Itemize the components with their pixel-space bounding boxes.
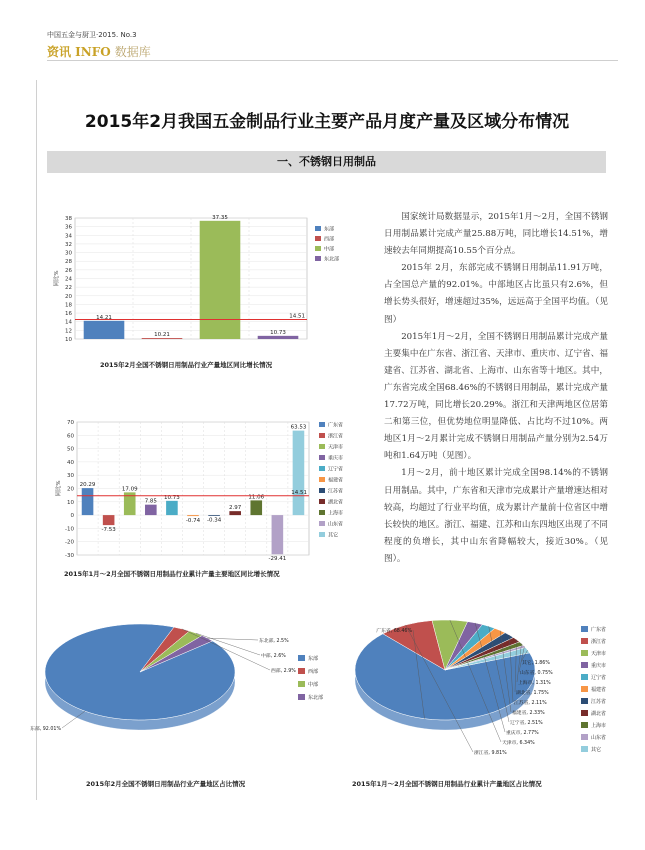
y-tick-label: 24 bbox=[65, 276, 72, 283]
data-label: 10.21 bbox=[154, 332, 170, 339]
margin-rule bbox=[36, 80, 37, 800]
legend-swatch bbox=[581, 650, 588, 656]
slice-label: 西部, 2.9% bbox=[271, 669, 296, 674]
y-tick-label: 12 bbox=[65, 328, 72, 335]
legend-swatch bbox=[581, 662, 588, 668]
legend-swatch bbox=[315, 236, 321, 241]
legend-swatch bbox=[319, 521, 325, 526]
average-line-label: 14.51 bbox=[291, 489, 307, 496]
data-label: 14.21 bbox=[96, 314, 112, 321]
y-axis-label: 同比% bbox=[54, 270, 60, 287]
legend-label: 广东省 bbox=[328, 422, 344, 429]
data-label: 10.73 bbox=[270, 329, 286, 336]
article-body bbox=[384, 209, 608, 568]
data-label: 17.09 bbox=[121, 486, 138, 493]
legend-label: 中部 bbox=[308, 682, 319, 688]
legend-label: 东部 bbox=[324, 226, 335, 233]
data-label: 7.85 bbox=[144, 498, 157, 505]
bar-chart-province-growth bbox=[47, 410, 382, 575]
legend-swatch bbox=[319, 499, 325, 504]
legend-swatch bbox=[298, 668, 305, 674]
legend-label: 其它 bbox=[591, 747, 602, 753]
legend-swatch bbox=[319, 433, 325, 438]
section-label: 资讯 INFO bbox=[47, 45, 111, 59]
legend-label: 辽宁省 bbox=[591, 675, 607, 681]
legend-swatch bbox=[581, 626, 588, 632]
bar-chart-region-growth bbox=[47, 205, 382, 385]
y-tick-label: 20 bbox=[65, 293, 72, 300]
legend-swatch bbox=[315, 256, 321, 261]
data-label: -29.41 bbox=[268, 556, 287, 563]
y-tick-label: 10 bbox=[65, 337, 72, 343]
legend-label: 中部 bbox=[324, 246, 335, 253]
legend-label: 重庆市 bbox=[591, 663, 607, 669]
bar bbox=[103, 515, 115, 525]
data-label: -7.53 bbox=[101, 527, 116, 534]
bar bbox=[272, 515, 284, 554]
y-tick-label: 38 bbox=[65, 216, 72, 222]
legend-swatch bbox=[298, 694, 305, 700]
legend-swatch bbox=[319, 488, 325, 493]
legend-swatch bbox=[319, 510, 325, 515]
legend-label: 东部 bbox=[308, 656, 319, 662]
legend-label: 山东省 bbox=[328, 521, 344, 528]
y-tick-label: 14 bbox=[65, 319, 72, 326]
article-paragraph: 国家统计局数据显示，2015年1月～2月，全国不锈钢日用制品累计完成产量25.88万吨，同比增长14.51%，增速较去年同期提高10.55个百分点。 bbox=[384, 212, 608, 257]
y-tick-label: 16 bbox=[65, 311, 72, 318]
legend-label: 重庆市 bbox=[328, 455, 344, 462]
legend-swatch bbox=[319, 444, 325, 449]
legend-label: 天津市 bbox=[328, 444, 344, 451]
y-tick-label: -30 bbox=[65, 553, 74, 559]
slice-label: 广东省, 68.46% bbox=[376, 629, 412, 634]
bar bbox=[145, 505, 157, 515]
y-tick-label: -10 bbox=[65, 526, 74, 533]
legend-label: 上海市 bbox=[328, 510, 344, 517]
y-tick-label: 34 bbox=[65, 233, 72, 240]
legend-swatch bbox=[298, 681, 305, 687]
slice-label: 上海市, 1.31% bbox=[518, 681, 551, 686]
chart-caption: 2015年2月全国不锈钢日用制品行业产量地区同比增长情况 bbox=[100, 361, 273, 369]
chart-caption: 2015年1月～2月全国不锈钢日用制品行业累计产量主要地区同比增长情况 bbox=[64, 570, 280, 578]
y-tick-label: 60 bbox=[67, 433, 74, 440]
data-label: -0.34 bbox=[206, 517, 222, 524]
legend-label: 江苏省 bbox=[328, 488, 344, 495]
bar bbox=[250, 500, 262, 515]
legend-label: 浙江省 bbox=[591, 639, 607, 645]
y-tick-label: 10 bbox=[67, 499, 74, 506]
legend-swatch bbox=[581, 722, 588, 728]
journal-header: 中国五金与厨卫·2015. No.3 bbox=[47, 31, 137, 39]
article-paragraph: 2015年1月～2月，全国不锈钢日用制品累计完成产量主要集中在广东省、浙江省、天津市、重庆市、辽宁省、福建省、江苏省、湖北省、上海市、山东省等十地区。其中，广东省完成全国68.46%的不锈钢日用制品，累计完成产量17.72万吨，同比增长20.29%。浙江和天津两地区位居第二和第三位，但优势地位明显降低、占比均不过10%。两地区1月～2月累计完成不锈钢日用制品产量分别为2.54万吨和1.64万吨（见图）。 bbox=[384, 331, 608, 462]
y-tick-label: 20 bbox=[67, 486, 74, 493]
y-tick-label: 22 bbox=[65, 285, 72, 292]
legend-swatch bbox=[581, 674, 588, 680]
section-header bbox=[47, 43, 151, 60]
page-title: 2015年2月我国五金制品行业主要产品月度产量及区域分布情况 bbox=[84, 112, 570, 132]
legend-swatch bbox=[319, 466, 325, 471]
y-tick-label: 36 bbox=[65, 224, 72, 231]
slice-label: 东北部, 2.5% bbox=[259, 639, 289, 644]
legend-swatch bbox=[298, 655, 305, 661]
y-tick-label: 30 bbox=[65, 250, 72, 257]
data-label: 20.29 bbox=[79, 482, 96, 489]
y-tick-label: 18 bbox=[65, 302, 72, 309]
legend-label: 湖北省 bbox=[591, 711, 607, 717]
slice-label: 中部, 2.6% bbox=[261, 654, 286, 659]
legend-label: 天津市 bbox=[591, 651, 607, 657]
legend-label: 东北部 bbox=[324, 256, 340, 263]
legend-swatch bbox=[581, 710, 588, 716]
legend-swatch bbox=[319, 422, 325, 427]
bar bbox=[187, 515, 199, 516]
legend-label: 福建省 bbox=[591, 687, 607, 693]
legend-swatch bbox=[315, 226, 321, 231]
legend-swatch bbox=[581, 698, 588, 704]
y-tick-label: 70 bbox=[67, 420, 74, 426]
slice-label: 山东省, 0.75% bbox=[520, 671, 553, 676]
data-label: 37.35 bbox=[212, 214, 228, 221]
article-paragraph: 1月～2月，前十地区累计完成全国98.14%的不锈钢日用制品。其中，广东省和天津市完成累计产量增速达相对较高，均超过了行业平均值，成为累计产量前十位省区中增长较快的地区。浙江、福建、江苏和山东四地区出现了不同程度的负增长，其中山东省降幅较大，接近30%。（见图）。 bbox=[384, 468, 608, 564]
legend-label: 其它 bbox=[328, 532, 339, 539]
data-label: 11.06 bbox=[248, 494, 265, 501]
bar bbox=[200, 221, 241, 339]
article-paragraph: 2015年 2月，东部完成不锈钢日用制品11.91万吨，占全国总产量的92.01%。中部地区占比虽只有2.6%，但增长势头很好，增速超过35%，远远高于全国平均值。（见图） bbox=[384, 263, 608, 325]
slice-label: 福建省, 2.33% bbox=[512, 711, 545, 716]
y-tick-label: 30 bbox=[67, 473, 74, 480]
chart-caption: 2015年2月全国不锈钢日用制品行业产量地区占比情况 bbox=[86, 780, 246, 788]
legend-label: 辽宁省 bbox=[328, 466, 344, 473]
y-tick-label: 50 bbox=[67, 446, 74, 453]
legend-swatch bbox=[319, 532, 325, 537]
slice-label: 其它, 1.86% bbox=[522, 661, 550, 666]
bar bbox=[293, 431, 305, 515]
legend-swatch bbox=[319, 455, 325, 460]
section-sub-label: 数据库 bbox=[114, 45, 151, 59]
legend-swatch bbox=[581, 734, 588, 740]
data-label: 2.97 bbox=[229, 505, 242, 512]
slice-label: 湖北省, 1.75% bbox=[516, 691, 549, 696]
bar bbox=[84, 321, 125, 339]
legend-label: 湖北省 bbox=[328, 499, 344, 506]
y-tick-label: 0 bbox=[70, 513, 74, 520]
slice-label: 辽宁省, 2.51% bbox=[510, 721, 543, 726]
legend-swatch bbox=[581, 686, 588, 692]
chart-caption: 2015年1月～2月全国不锈钢日用制品行业累计产量地区占比情况 bbox=[352, 780, 542, 788]
pie-chart-province-share bbox=[345, 618, 610, 766]
y-tick-label: 40 bbox=[67, 459, 74, 466]
y-axis-label: 同比% bbox=[56, 480, 62, 497]
data-label: -0.74 bbox=[185, 518, 201, 525]
legend-label: 山东省 bbox=[591, 735, 607, 741]
legend-swatch bbox=[581, 746, 588, 752]
slice-label: 东部, 92.01% bbox=[30, 727, 61, 732]
section-heading-band bbox=[47, 151, 606, 173]
legend-label: 东北部 bbox=[308, 695, 324, 701]
legend-label: 浙江省 bbox=[328, 433, 344, 440]
slice-label: 天津市, 6.34% bbox=[502, 741, 535, 746]
average-line-label: 14.51 bbox=[289, 313, 305, 320]
bar bbox=[258, 336, 299, 339]
legend-swatch bbox=[319, 477, 325, 482]
data-label: 63.53 bbox=[290, 424, 307, 431]
bar bbox=[82, 488, 94, 515]
bar bbox=[229, 511, 241, 515]
legend-swatch bbox=[581, 638, 588, 644]
legend-label: 西部 bbox=[324, 236, 335, 243]
pie-chart-region-share bbox=[30, 620, 340, 750]
legend-label: 西部 bbox=[308, 669, 319, 675]
legend-swatch bbox=[315, 246, 321, 251]
legend-label: 福建省 bbox=[328, 477, 344, 484]
slice-label: 浙江省, 9.81% bbox=[474, 751, 507, 756]
y-tick-label: 26 bbox=[65, 267, 72, 274]
legend-label: 江苏省 bbox=[591, 699, 607, 705]
bar bbox=[208, 515, 220, 516]
section-heading: 一、不锈钢日用制品 bbox=[277, 155, 376, 168]
y-tick-label: -20 bbox=[65, 539, 74, 546]
y-tick-label: 32 bbox=[65, 241, 72, 248]
legend-label: 上海市 bbox=[591, 723, 607, 729]
bar bbox=[142, 338, 183, 339]
legend-label: 广东省 bbox=[591, 627, 607, 633]
data-label: 10.73 bbox=[164, 494, 180, 501]
y-tick-label: 28 bbox=[65, 259, 72, 266]
slice-label: 江苏省, 2.11% bbox=[514, 701, 547, 706]
bar bbox=[166, 501, 178, 515]
header-rule bbox=[47, 60, 618, 61]
slice-label: 重庆市, 2.77% bbox=[506, 731, 539, 736]
